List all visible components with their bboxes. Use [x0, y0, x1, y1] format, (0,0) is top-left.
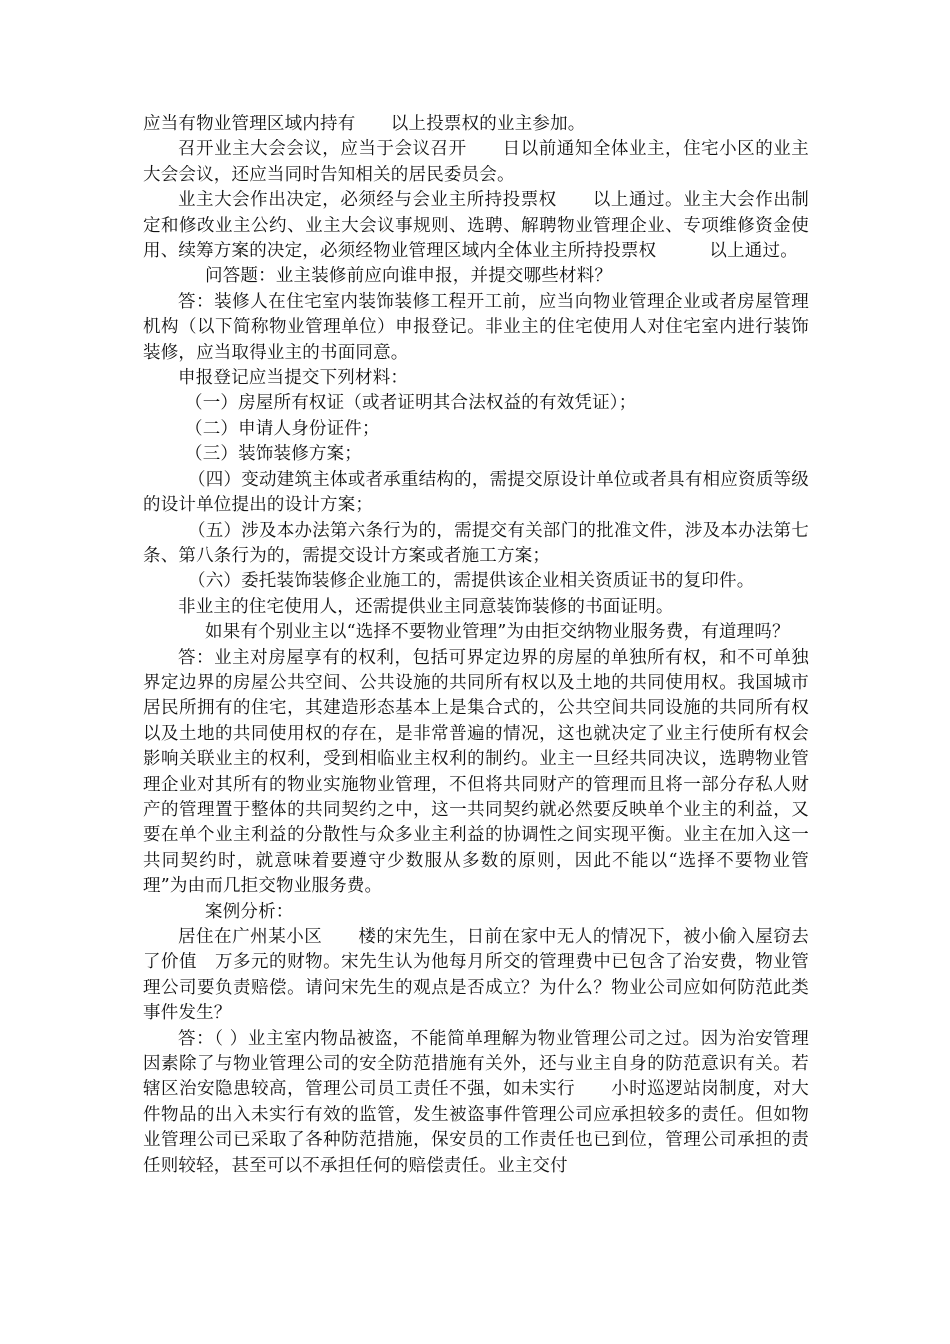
paragraph-meeting-notice: 召开业主大会会议，应当于会议召开 日以前通知全体业主，住宅小区的业主大会会议，还应当同时告知相关的居民委员会。	[143, 139, 809, 185]
list-item-3: （三）装饰装修方案；	[185, 444, 362, 465]
document-page	[143, 112, 809, 1179]
heading-case-analysis: 案例分析：	[205, 901, 294, 922]
paragraph-quorum: 应当有物业管理区域内持有 以上投票权的业主参加。	[143, 114, 586, 134]
answer-service-fee: 答：业主对房屋享有的权利，包括可界定边界的房屋的单独所有权，和不可单独界定边界的房屋公共空间、公共设施的共同所有权以及土地的共同使用权。我国城市居民所拥有的住宅，其建造形态基本上是集合式的，公共空间共同设施的共同所有权以及土地的共同使用权的存在，是非常普遍的情况，这也就决定了业主行使所有权会影响关联业主的权利，受到相临业主权利的制约。业主一旦经共同决议，选聘物业管理企业对其所有的物业实施物业管理，不但将共同财产的管理而且将一部分存私人财产的管理置于整体的共同契约之中，这一共同契约就必然要反映单个业主的利益，又要在单个业主利益的分散性与众多业主利益的协调性之间实现平衡。业主在加入这一共同契约时，就意味着要遵守少数服从多数的原则，因此不能以“选择不要物业管理”为由而几拒交物业服务费。	[143, 647, 809, 897]
list-item-2: （二）申请人身份证件；	[185, 418, 380, 439]
paragraph-non-owner: 非业主的住宅使用人，还需提供业主同意装饰装修的书面证明。	[178, 596, 674, 617]
question-service-fee: 如果有个别业主以“选择不要物业管理”为由拒交纳物业服务费，有道理吗？	[205, 622, 790, 643]
materials-intro: 申报登记应当提交下列材料：	[178, 368, 409, 389]
list-item-1: （一）房屋所有权证（或者证明其合法权益的有效凭证）；	[185, 393, 637, 414]
case-answer: 答：（ ）业主室内物品被盗，不能简单理解为物业管理公司之过。因为治安管理因素除了与物业管理公司的安全防范措施有关外，还与业主自身的防范意识有关。若辖区治安隐患较高，管理公司员工责任不强，如未实行 小时巡逻站岗制度，对大件物品的出入未实行有效的监管，发生被盗事件管理公司应承担较多的责任。但如物业管理公司已采取了各种防范措施，保安员的工作责任也已到位，管理公司承担的责任则较轻，甚至可以不承担任何的赔偿责任。业主交付	[143, 1028, 809, 1176]
case-description: 居住在广州某小区 楼的宋先生，日前在家中无人的情况下，被小偷入屋窃去了价值 万多元的财物。宋先生认为他每月所交的管理费中已包含了治安费，物业管理公司要负责赔偿。请问宋先生的观点是否成立？为什么？物业公司应如何防范此类事件发生？	[143, 927, 809, 1024]
answer-renovation: 答：装修人在住宅室内装饰装修工程开工前，应当向物业管理企业或者房屋管理机构（以下简称物业管理单位）申报登记。非业主的住宅使用人对住宅室内进行装饰装修，应当取得业主的书面同意。	[143, 291, 809, 363]
question-renovation: 问答题：业主装修前应向谁申报，并提交哪些材料？	[205, 266, 613, 287]
paragraph-decision-rules: 业主大会作出决定，必须经与会业主所持投票权 以上通过。业主大会作出制定和修改业主公约、业主大会议事规则、选聘、解聘物业管理企业、专项维修资金使用、续筹方案的决定，必须经物业管理区域内全体业主所持投票权 以上通过。	[143, 190, 809, 262]
list-item-6: （六）委托装饰装修企业施工的，需提供该企业相关资质证书的复印件。	[188, 571, 755, 592]
list-item-5: （五）涉及本办法第六条行为的，需提交有关部门的批准文件，涉及本办法第七条、第八条行为的，需提交设计方案或者施工方案；	[143, 520, 809, 566]
list-item-4: （四）变动建筑主体或者承重结构的，需提交原设计单位或者具有相应资质等级的设计单位提出的设计方案；	[143, 469, 809, 516]
